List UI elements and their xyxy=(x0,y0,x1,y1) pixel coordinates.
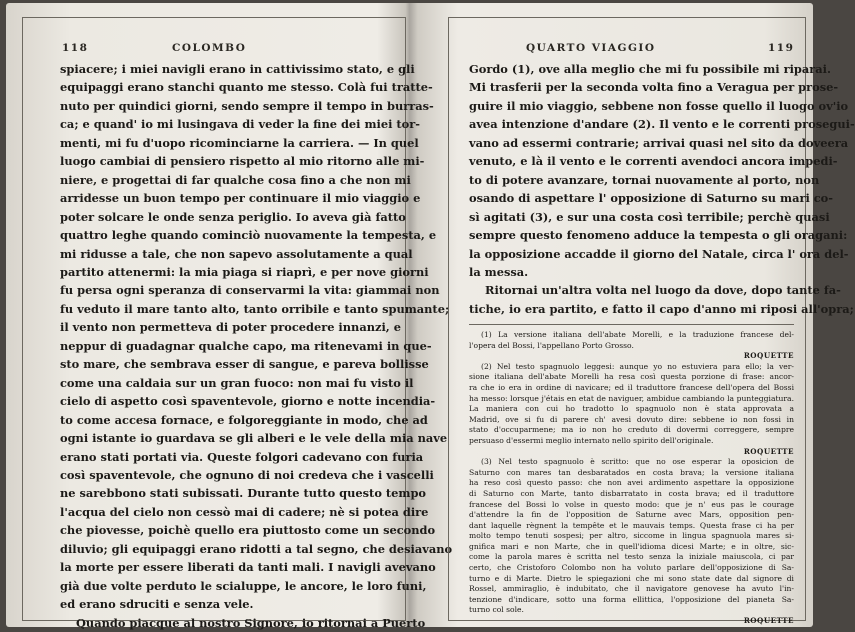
text-line: Mi trasferii per la seconda volta fino a Veragua per prose- xyxy=(469,80,839,95)
text-line: partito attenermi: la mia piaga si riaprì, e per nove giorni xyxy=(60,264,429,279)
text-line: l'acqua del cielo non cessò mai di cadere; nè si potea dire xyxy=(60,504,429,519)
text-line: luogo cambiai di pensiero rispetto al mio ritorno alle mi- xyxy=(60,154,425,169)
text-line: Ritornai un'altra volta nel luogo da dove, dopo tante fa- xyxy=(485,283,841,298)
footnote-rule xyxy=(469,324,794,325)
footnote-line: ha reso così questo passo: che non avei ardimento aspettare la opposizione xyxy=(469,478,794,488)
text-line: tiche, io era partito, e fatto il capo d'anno mi riposi all'opra; xyxy=(469,301,854,316)
footnote-line: turno col sole. xyxy=(469,605,524,615)
text-line: niere, e progettai di far qualche cosa fino a che non mi xyxy=(60,172,411,187)
footnote-line: (2) Nel testo spagnuolo leggesi: aunque yo no estuviera para ello; la ver- xyxy=(481,361,794,371)
footnote-line: persuaso d'essermi meglio internato nello spirito dell'originale. xyxy=(469,435,714,445)
text-line: sempre questo fenomeno adduce la tempesta o gli oragani: xyxy=(469,228,848,243)
footnote-line: Saturno con mares tan desbaratados en costa brava; la versione italiana xyxy=(469,467,794,477)
footnote-line: dant laquelle règnent la tempête et le mauvais temps. Questa frase ci ha per xyxy=(469,520,794,530)
footnote-line: sione italiana dell'abate Morelli ha resa così questa porzione di frase: ancor- xyxy=(469,372,794,382)
text-line: Quando piacque al nostro Signore, io ritornai a Puerto xyxy=(76,615,426,630)
text-line: to come accesa fornace, e folgoreggiante in modo, che ad xyxy=(60,412,428,427)
text-line: venuto, e là il vento e le correnti avendoci ancora impedi- xyxy=(469,154,838,169)
text-line: ogni istante io guardava se gli alberi e le vele della mia nave xyxy=(60,431,448,446)
footnote-line: d'attendre la fin de l'opposition de Saturne avec Mars, opposition pen- xyxy=(469,510,794,520)
text-line: ne sarebbono stati subissati. Durante tutto questo tempo xyxy=(60,486,427,501)
footnote-line: turno e di Marte. Dietro le spiegazioni che mi sono state date dal signore di xyxy=(469,573,794,583)
footnote-line: stato d'occuparmene; ma io non ho creduto di dovermi correggere, sempre xyxy=(469,425,794,435)
text-line: che piovesse, poichè quello era piuttosto come un secondo xyxy=(60,523,436,538)
text-line: neppur di guadagnar qualche capo, ma ritenevami in que- xyxy=(60,338,432,353)
footnote-line: ra che io era in ordine di navicare; ed il traduttore francese dell'opera del Bossi xyxy=(469,382,794,392)
footnote-line: l'opera del Bossi, l'appellano Porto Grosso. xyxy=(469,340,634,350)
text-line: la messa. xyxy=(469,264,529,279)
text-line: avea intenzione d'andare (2). Il vento e le correnti prosegui- xyxy=(469,117,855,132)
body-text xyxy=(60,60,453,632)
footnote-line: tenzione d'indicare, sotto una forma ellittica, l'opposizione del pianeta Sa- xyxy=(469,594,794,604)
text-line: cielo di aspetto così spaventevole, giorno e notte incendia- xyxy=(60,394,436,409)
text-line: diluvio; gli equipaggi erano ridotti a tal segno, che desiavano xyxy=(60,541,453,556)
text-line: fu veduto il mare tanto alto, tanto orribile e tanto spumante; xyxy=(60,301,450,316)
running-head: COLOMBO xyxy=(172,42,247,54)
text-line: vano ad essermi contrarie; arrivai quasi nel sito da doveera xyxy=(469,135,849,150)
text-line: sì agitati (3), e sur una costa così terribile; perchè quasi xyxy=(469,209,830,224)
book-spread xyxy=(6,3,855,630)
page-number: 119 xyxy=(768,42,795,54)
text-line: quattro leghe quando cominciò nuovamente la tempesta, e xyxy=(60,228,437,243)
footnote-signature: ROQUETTE xyxy=(743,446,794,456)
footnote-line: Madrid, ove si fu di parere ch' avesi dovuto dire: sebbene io non fossi in xyxy=(469,414,794,424)
text-line: il vento non permetteva di poter procedere innanzi, e xyxy=(60,320,401,335)
footnote-signature: ROQUETTE xyxy=(743,351,794,361)
text-line: poter solcare le onde senza periglio. Io aveva già fatto xyxy=(60,209,406,224)
footnote-line: ha messo: lorsque j'étais en etat de naviguer, ambidue cambiando la punteggiatura. xyxy=(469,393,794,403)
text-line: già due volte perduto le scialuppe, le ancore, le loro funi, xyxy=(60,578,427,593)
text-line: osando di aspettare l' opposizione di Saturno su mari co- xyxy=(469,191,834,206)
text-line: Gordo (1), ove alla meglio che mi fu possibile mi riparai. xyxy=(469,62,831,76)
footnote-signature: ROQUETTE xyxy=(743,616,794,626)
text-line: arridesse un buon tempo per continuare il mio viaggio e xyxy=(60,191,421,206)
text-line: così spaventevole, che ognuno di noi credeva che i vascelli xyxy=(60,467,434,482)
page-number: 118 xyxy=(62,42,89,54)
text-line: mi ridusse a tale, che non sapevo assolutamente a qual xyxy=(60,246,413,261)
text-line: guire il mio viaggio, sebbene non fosse quello il luogo ov'io xyxy=(469,98,849,113)
text-line: fu persa ogni speranza di conservarmi la vita: giammai non xyxy=(60,283,440,298)
text-line: la opposizione accadde il giorno del Natale, circa l' ora del- xyxy=(469,246,849,261)
footnote-line: molto tempo tenuti sospesi; per altro, siccome in lingua spagnuola mares si- xyxy=(469,531,794,541)
text-line: ca; e quand' io mi lusingava di veder la fine dei miei tor- xyxy=(60,117,420,132)
text-line: equipaggi erano stanchi quanto me stesso. Colà fui tratte- xyxy=(60,80,433,95)
text-line: erano stati portati via. Queste folgori cadevano con furia xyxy=(60,449,424,464)
footnote-line: gnifica mari e non Marte, che in quell'idioma dicesi Marte; e in oltre, sic- xyxy=(469,541,794,551)
body-text xyxy=(469,60,855,318)
left-page xyxy=(12,3,453,630)
footnote-line: La maniera con cui ho tradotto lo spagnuolo non è stata approvata a xyxy=(469,404,794,414)
footnote-line: (1) La versione italiana dell'abate Morelli, e la traduzione francese del- xyxy=(481,330,794,339)
text-line: come una caldaia sur un gran fuoco: non mai fu visto il xyxy=(60,375,414,390)
footnote-line: francese del Bossi lo volse in questo modo: que je n' eus pas le courage xyxy=(469,499,794,509)
footnote-line: (3) Nel testo spagnuolo è scritto: que no ose esperar la oposicion de xyxy=(481,457,794,467)
footnote-line: certo, che Cristoforo Colombo non ha voluto parlare dell'opposizione di Sa- xyxy=(469,563,794,573)
footnote-line: di Saturno con Marte, tanto disbarratato in costa brava; ed il traduttore xyxy=(469,488,794,498)
text-line: menti, mi fu d'uopo ricominciarne la carriera. — In quel xyxy=(60,135,419,150)
text-line: to di potere avanzare, tornai nuovamente al porto, non xyxy=(469,172,820,187)
text-line: ed erano sdruciti e senza vele. xyxy=(60,597,254,612)
text-line: la morte per essere liberati da tanti mali. I navigli avevano xyxy=(60,560,436,575)
text-line: spiacere; i miei navigli erano in cattivissimo stato, e gli xyxy=(60,62,415,76)
footnote-line: Rossel, ammiraglio, è indubitato, che il navigatore genovese ha avuto l'in- xyxy=(469,584,794,594)
right-page xyxy=(416,3,855,627)
text-line: nuto per quindici giorni, sendo sempre il tempo in burras- xyxy=(60,98,434,113)
footnotes xyxy=(469,330,794,627)
footnote-line: come la parola mares è scritta nel testo senza la iniziale maiuscola, ci par xyxy=(469,552,794,562)
running-head: QUARTO VIAGGIO xyxy=(526,42,656,54)
text-line: sto mare, che sembrava esser di sangue, e pareva bollisse xyxy=(60,357,429,372)
